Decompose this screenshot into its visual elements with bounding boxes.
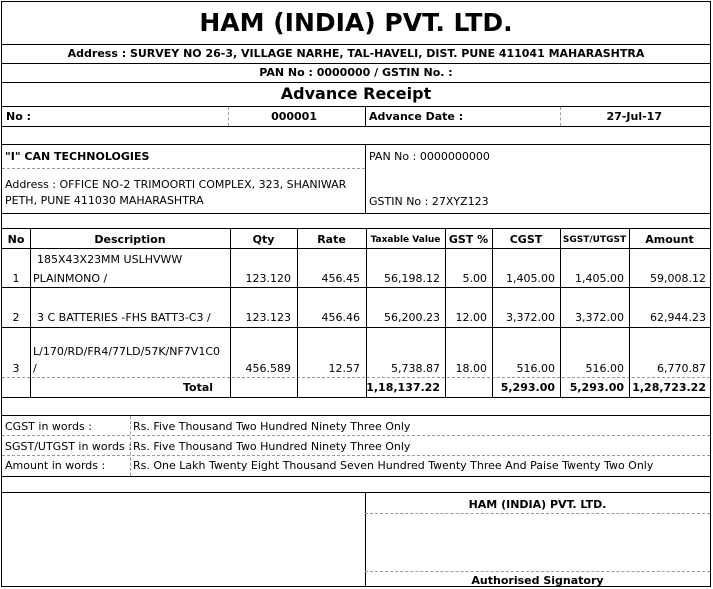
total-sgst: 5,293.00	[569, 381, 624, 394]
row-taxable: 56,198.12	[384, 272, 440, 285]
row-rate: 456.45	[321, 272, 360, 285]
row-qty: 456.589	[245, 362, 291, 375]
col-header-description: Description	[94, 233, 166, 246]
col-header-rate: Rate	[317, 233, 346, 246]
total-taxable: 1,18,137.22	[366, 381, 440, 394]
row-qty: 123.120	[245, 272, 291, 285]
divider	[2, 492, 710, 493]
party-pan: PAN No : 0000000000	[369, 150, 490, 163]
col-header-amount: Amount	[645, 233, 694, 246]
company-address: Address : SURVEY NO 26-3, VILLAGE NARHE, TAL-HAVELI, DIST. PUNE 411041 MAHARASHTRA	[67, 47, 645, 60]
sgst-words-label: SGST/UTGST in words :	[5, 440, 132, 453]
row-sgst: 3,372.00	[575, 311, 624, 324]
row-taxable: 5,738.87	[391, 362, 440, 375]
advance-date-value: 27-Jul-17	[606, 110, 662, 123]
table-bottom-border	[2, 397, 710, 398]
row-amount: 62,944.23	[650, 311, 706, 324]
divider	[2, 126, 710, 127]
row-no: 1	[12, 272, 20, 285]
total-cgst: 5,293.00	[500, 381, 555, 394]
divider	[2, 415, 710, 416]
row-no: 3	[12, 362, 20, 375]
row-amount: 59,008.12	[650, 272, 706, 285]
advance-date-label: Advance Date :	[369, 110, 464, 123]
col-header-gst: GST %	[448, 233, 489, 246]
row-rate: 12.57	[328, 362, 360, 375]
col-header-taxable: Taxable Value	[370, 235, 441, 245]
divider	[2, 144, 710, 145]
col-header-no: No	[7, 233, 25, 246]
row-amount: 6,770.87	[657, 362, 706, 375]
divider	[2, 213, 710, 214]
cgst-words-value: Rs. Five Thousand Two Hundred Ninety Three Only	[133, 420, 411, 433]
row-description-cont: PLAINMONO /	[33, 272, 108, 285]
amount-words-value: Rs. One Lakh Twenty Eight Thousand Seven Hundred Twenty Three And Paise Twenty Two Only	[133, 459, 654, 472]
receipt-no-label: No :	[6, 110, 31, 123]
party-gstin: GSTIN No : 27XYZ123	[369, 195, 489, 208]
authorised-signatory-label: Authorised Signatory	[471, 574, 604, 587]
divider	[2, 106, 710, 107]
row-cgst: 516.00	[516, 362, 555, 375]
advance-receipt-document	[1, 1, 711, 587]
row-description: L/170/RD/FR4/77LD/57K/NF7V1C0	[33, 345, 221, 358]
divider	[2, 82, 710, 83]
table-header-bottom	[2, 248, 710, 249]
amount-words-label: Amount in words :	[5, 459, 106, 472]
party-address-line1: Address : OFFICE NO-2 TRIMOORTI COMPLEX, 323, SHANIWAR	[5, 178, 347, 191]
divider	[2, 476, 710, 477]
document-title: Advance Receipt	[280, 84, 432, 103]
row-taxable: 56,200.23	[384, 311, 440, 324]
sgst-words-value: Rs. Five Thousand Two Hundred Ninety Three Only	[133, 440, 411, 453]
party-address-line2: PETH, PUNE 411030 MAHARASHTRA	[5, 194, 204, 207]
cgst-words-label: CGST in words :	[5, 420, 92, 433]
row-gst: 18.00	[455, 362, 487, 375]
row-sgst: 1,405.00	[575, 272, 624, 285]
total-amount: 1,28,723.22	[632, 381, 706, 394]
row-qty: 123.123	[245, 311, 291, 324]
col-header-qty: Qty	[252, 233, 275, 246]
row-description: 3 C BATTERIES -FHS BATT3-C3 /	[37, 311, 211, 324]
signature-company: HAM (INDIA) PVT. LTD.	[468, 498, 607, 511]
row-gst: 12.00	[455, 311, 487, 324]
party-name: "I" CAN TECHNOLOGIES	[5, 150, 150, 163]
row-gst: 5.00	[462, 272, 487, 285]
row-cgst: 3,372.00	[506, 311, 555, 324]
row-sgst: 516.00	[585, 362, 624, 375]
receipt-no-value: 000001	[271, 110, 317, 123]
row-rate: 456.46	[321, 311, 360, 324]
company-pan-gstin: PAN No : 0000000 / GSTIN No. :	[259, 66, 453, 79]
row-cgst: 1,405.00	[506, 272, 555, 285]
row-no: 2	[12, 311, 20, 324]
col-header-sgst: SGST/UTGST	[562, 235, 627, 245]
col-header-cgst: CGST	[509, 233, 543, 246]
row-description: 185X43X23MM USLHVWW	[37, 253, 183, 266]
table-top-border	[2, 228, 710, 229]
row-description-cont: /	[33, 362, 37, 375]
total-label: Total	[182, 381, 214, 394]
divider	[2, 63, 710, 64]
company-name: HAM (INDIA) PVT. LTD.	[199, 8, 513, 37]
divider	[2, 44, 710, 45]
